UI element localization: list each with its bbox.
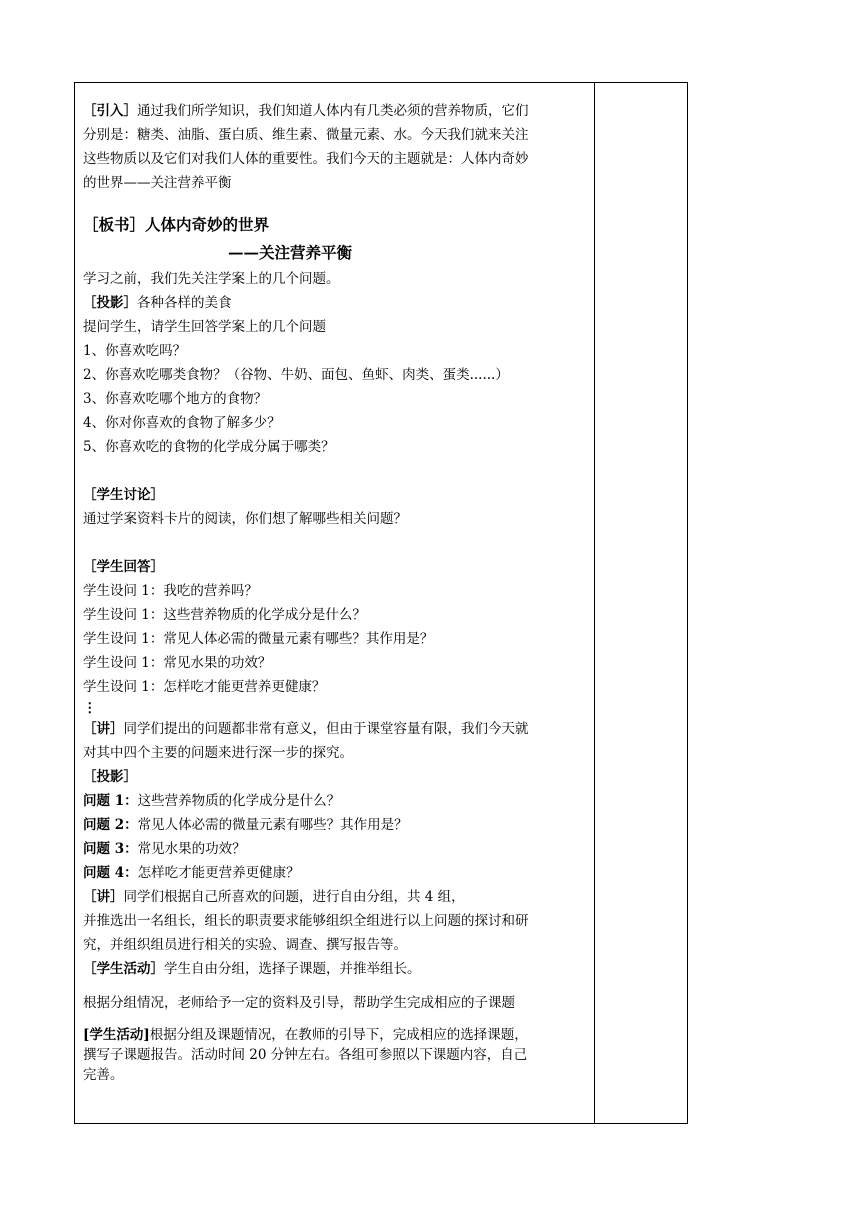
board-title: ［板书］人体内奇妙的世界 <box>83 215 270 234</box>
lesson-content <box>83 99 587 1085</box>
lecture-2-line-1: ［讲］同学们根据自己所喜欢的问题，进行自由分组，共 4 组， <box>83 889 465 905</box>
lecture-2-line-2: 并推选出一名组长，组长的职责要求能够组织全组进行以上问题的探讨和研 <box>83 913 529 929</box>
question-item: 4、你对你喜欢的食物了解多少？ <box>83 415 281 431</box>
problem-item: 问题 4：怎样吃才能更营养更健康？ <box>83 865 300 881</box>
answer-item: 学生设问 1：这些营养物质的化学成分是什么？ <box>83 607 366 623</box>
answer-item: 学生设问 1：怎样吃才能更营养更健康？ <box>83 679 326 695</box>
answer-item: 学生设问 1：常见人体必需的微量元素有哪些？其作用是？ <box>83 631 434 647</box>
column-divider <box>594 83 595 1123</box>
projection-2-tag: ［投影］ <box>83 769 137 785</box>
question-item: 5、你喜欢吃的食物的化学成分属于哪类？ <box>83 439 335 455</box>
lesson-table <box>74 82 688 1124</box>
grouping-line: 根据分组情况，老师给予一定的资料及引导，帮助学生完成相应的子课题 <box>83 995 515 1011</box>
ellipsis-mark: ⋮ <box>83 700 97 716</box>
intro-line-3: 这些物质以及它们对我们人体的重要性。我们今天的主题就是：人体内奇妙 <box>83 151 529 167</box>
prompt-line: 提问学生，请学生回答学案上的几个问题 <box>83 319 326 335</box>
activity-2-line-2: 撰写子课题报告。活动时间 20 分钟左右。各组可参照以下课题内容，自己 <box>83 1047 528 1063</box>
lecture-1-line-1: ［讲］同学们提出的问题都非常有意义，但由于课堂容量有限，我们今天就 <box>83 721 529 737</box>
board-subtitle: ——关注营养平衡 <box>228 243 353 262</box>
activity-1: ［学生活动］学生自由分组，选择子课题，并推举组长。 <box>83 961 421 977</box>
intro-line-4: 的世界——关注营养平衡 <box>83 175 232 191</box>
projection-1: ［投影］各种各样的美食 <box>83 295 232 311</box>
intro-line-1: ［引入］通过我们所学知识，我们知道人体内有几类必须的营养物质，它们 <box>83 103 529 119</box>
intro-tag: ［引入］ <box>83 103 137 119</box>
question-item: 3、你喜欢吃哪个地方的食物？ <box>83 391 268 407</box>
discussion-text: 通过学案资料卡片的阅读，你们想了解哪些相关问题？ <box>83 511 407 527</box>
problem-item: 问题 3：常见水果的功效？ <box>83 841 246 857</box>
intro-line-2: 分别是：糖类、油脂、蛋白质、维生素、微量元素、水。今天我们就来关注 <box>83 127 529 143</box>
discussion-tag: ［学生讨论］ <box>83 487 164 503</box>
question-item: 2、你喜欢吃哪类食物？（谷物、牛奶、面包、鱼虾、肉类、蛋类......） <box>83 367 509 383</box>
answers-tag: ［学生回答］ <box>83 559 164 575</box>
problem-item: 问题 1：这些营养物质的化学成分是什么？ <box>83 793 341 809</box>
activity-2-line-3: 完善。 <box>83 1067 124 1083</box>
question-item: 1、你喜欢吃吗？ <box>83 343 187 359</box>
activity-2-line-1: [学生活动]根据分组及课题情况，在教师的引导下，完成相应的选择课题， <box>83 1027 528 1043</box>
answer-item: 学生设问 1：我吃的营养吗？ <box>83 583 258 599</box>
lecture-1-line-2: 对其中四个主要的问题来进行深一步的探究。 <box>83 745 353 761</box>
lecture-2-line-3: 究，并组织组员进行相关的实验、调查、撰写报告等。 <box>83 937 407 953</box>
study-line: 学习之前，我们先关注学案上的几个问题。 <box>83 271 340 287</box>
problem-item: 问题 2：常见人体必需的微量元素有哪些？其作用是？ <box>83 817 408 833</box>
answer-item: 学生设问 1：常见水果的功效？ <box>83 655 272 671</box>
